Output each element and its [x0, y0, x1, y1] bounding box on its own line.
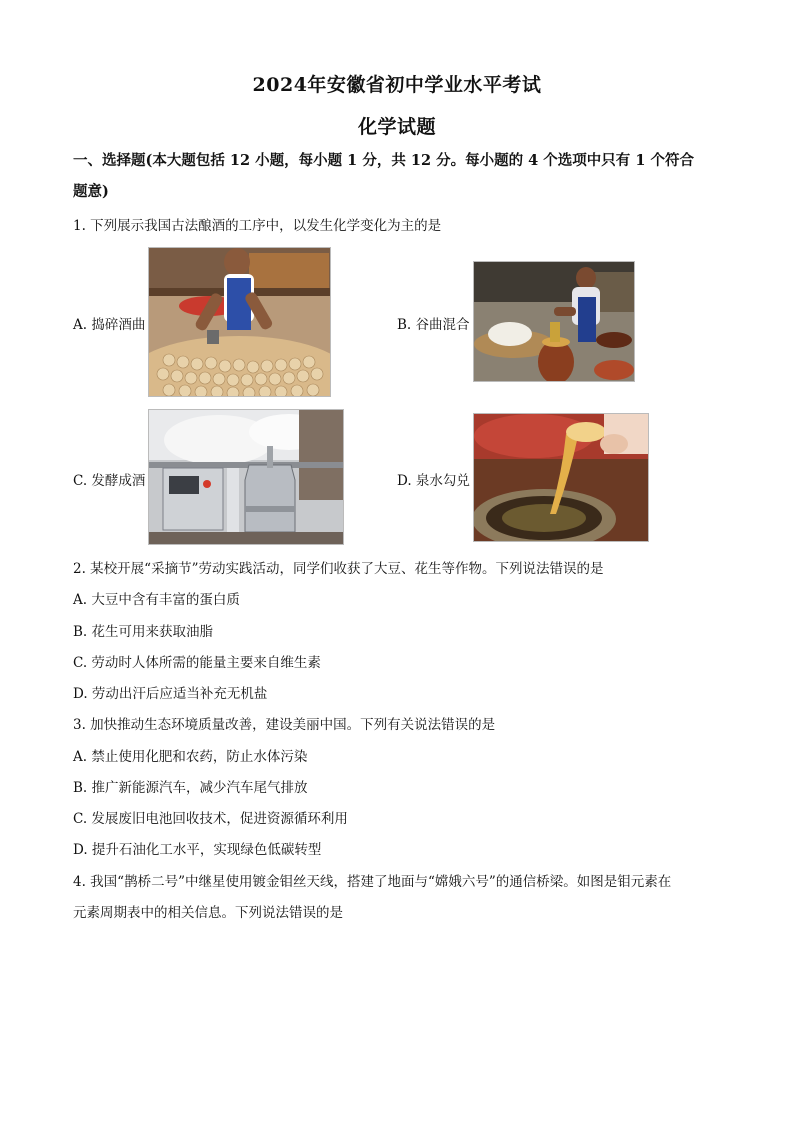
q1-option-c-photo — [148, 409, 344, 545]
blending-liquor-illustration — [474, 414, 648, 541]
q1-option-b-label: B. 谷曲混合 — [397, 317, 470, 333]
question-2-stem: 2. 某校开展“采摘节”劳动实践活动，同学们收获了大豆、花生等作物。下列说法错误的是 — [73, 561, 604, 577]
section-heading-line-2: 题意) — [73, 183, 109, 200]
section-heading-line-1: 一、选择题(本大题包括 12 小题，每小题 1 分，共 12 分。每小题的 4 个选项中只有 1 个符合 — [73, 152, 694, 169]
q1-option-c-label: C. 发酵成酒 — [73, 473, 146, 489]
section-heading — [73, 145, 733, 207]
q3-option-d: D. 提升石油化工水平，实现绿色低碳转型 — [73, 842, 322, 858]
crushing-yeast-illustration — [149, 248, 330, 396]
page-subtitle: 化学试题 — [357, 116, 436, 138]
q3-option-c: C. 发展废旧电池回收技术，促进资源循环利用 — [73, 811, 348, 827]
fermentation-still-illustration — [149, 410, 343, 544]
q1-option-d-photo — [473, 413, 649, 542]
question-4-stem-line-2: 元素周期表中的相关信息。下列说法错误的是 — [73, 905, 343, 921]
page-title: 2024年安徽省初中学业水平考试 — [252, 74, 542, 96]
q2-option-b: B. 花生可用来获取油脂 — [73, 624, 214, 640]
q2-option-d: D. 劳动出汗后应适当补充无机盐 — [73, 686, 268, 702]
q3-option-a: A. 禁止使用化肥和农药，防止水体污染 — [73, 749, 308, 765]
q2-option-c: C. 劳动时人体所需的能量主要来自维生素 — [73, 655, 321, 671]
q2-option-a: A. 大豆中含有丰富的蛋白质 — [73, 592, 240, 608]
q1-option-a-photo — [148, 247, 331, 397]
question-4-stem-line-1: 4. 我国“鹊桥二号”中继星使用镀金钼丝天线，搭建了地面与“嫦娥六号”的通信桥梁。如图是钼元素在 — [73, 874, 672, 890]
q1-option-a-label: A. 捣碎酒曲 — [73, 317, 146, 333]
q1-option-d-label: D. 泉水勾兑 — [397, 473, 470, 489]
question-3-stem: 3. 加快推动生态环境质量改善，建设美丽中国。下列有关说法错误的是 — [73, 717, 496, 733]
q1-option-b-photo — [473, 261, 635, 382]
q3-option-b: B. 推广新能源汽车，减少汽车尾气排放 — [73, 780, 308, 796]
mixing-grain-illustration — [474, 262, 634, 381]
question-1-stem: 1. 下列展示我国古法酿酒的工序中，以发生化学变化为主的是 — [73, 218, 442, 234]
